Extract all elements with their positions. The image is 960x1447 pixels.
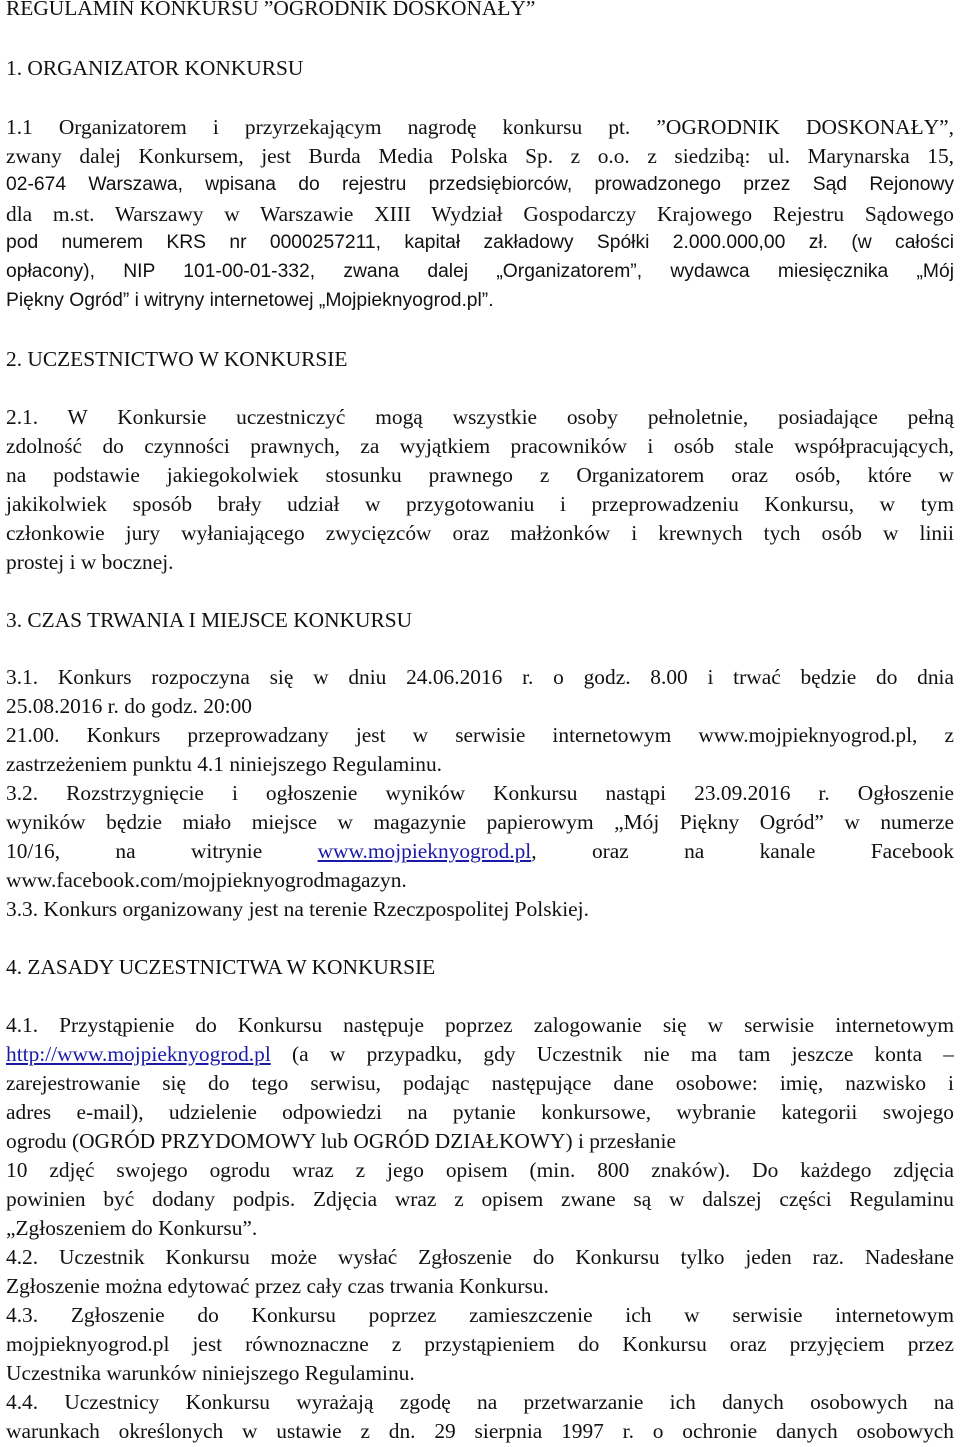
section-4-line: warunkach określonych w ustawie z dn. 29 sierpnia 1997 r. o ochronie danych osobowych [6, 1419, 954, 1443]
word: 10/16, [6, 839, 61, 863]
section-4-line: ogrodu (OGRÓD PRZYDOMOWY lub OGRÓD DZIAŁKOWY) i przesłanie [6, 1129, 676, 1153]
section-4-line: zarejestrowanie się do tego serwisu, podając następujące dane osobowe: imię, nazwisko i [6, 1071, 954, 1095]
section-4-line: Uczestnika warunków niniejszego Regulaminu. [6, 1361, 415, 1385]
document-title: REGULAMIN KONKURSU ”OGRODNIK DOSKONAŁY” [6, 0, 536, 20]
section-2-heading: 2. UCZESTNICTWO W KONKURSIE [6, 347, 348, 371]
section-2-line: na podstawie jakiegokolwiek stosunku prawnego z Organizatorem oraz osób, które w [6, 463, 954, 487]
section-1-heading: 1. ORGANIZATOR KONKURSU [6, 56, 304, 80]
section-4-line: „Zgłoszeniem do Konkursu”. [6, 1216, 258, 1240]
section-3-line: 21.00. Konkurs przeprowadzany jest w serwisie internetowym www.mojpieknyogrod.pl, z [6, 723, 954, 747]
section-2-line: jakikolwiek sposób brały udział w przygotowaniu i przeprowadzeniu Konkursu, w tym [6, 492, 954, 516]
section-3-line: www.facebook.com/mojpieknyogrodmagazyn. [6, 868, 407, 892]
section-1-line: opłacony), NIP 101-00-01-332, zwana dalej „Organizatorem”, wydawca miesięcznika „Mój [6, 261, 954, 282]
section-4-heading: 4. ZASADY UCZESTNICTWA W KONKURSIE [6, 955, 436, 979]
section-3-line: zastrzeżeniem punktu 4.1 niniejszego Regulaminu. [6, 752, 443, 776]
comma: , [531, 839, 537, 863]
section-2-line: członkowie jury wyłaniającego zwycięzców oraz małżonków i krewnych tych osób w linii [6, 521, 954, 545]
word: na [115, 839, 136, 863]
section-3-line: 3.3. Konkurs organizowany jest na terenie Rzeczpospolitej Polskiej. [6, 897, 589, 921]
section-1-line: zwany dalej Konkursem, jest Burda Media Polska Sp. z o.o. z siedzibą: ul. Marynarska 15, [6, 144, 954, 168]
section-3-line: wyników będzie miało miejsce w magazynie papierowym „Mój Piękny Ogród” w numerze [6, 810, 954, 834]
section-3-line: 25.08.2016 r. do godz. 20:00 [6, 694, 252, 718]
word: witrynie [190, 839, 263, 863]
word: oraz [591, 839, 629, 863]
section-4-line [6, 1040, 954, 1068]
word: kanale [759, 839, 816, 863]
website-link[interactable]: http://www.mojpieknyogrod.pl [6, 1042, 271, 1066]
section-4-line: powinien być dodany podpis. Zdjęcia wraz z opisem zwane są w dalszej części Regulaminu [6, 1187, 954, 1211]
line-rest: (a w przypadku, gdy Uczestnik nie ma tam jeszcze konta – [270, 1042, 954, 1066]
section-1-line: Piękny Ogród” i witryny internetowej „Mojpieknyogrod.pl”. [6, 290, 494, 311]
website-link[interactable]: www.mojpieknyogrod.pl [317, 839, 532, 863]
section-4-line: 4.1. Przystąpienie do Konkursu następuje poprzez zalogowanie się w serwisie internetowym [6, 1013, 954, 1037]
section-4-line: Zgłoszenie można edytować przez cały czas trwania Konkursu. [6, 1274, 549, 1298]
word: Facebook [870, 839, 954, 863]
section-4-line: adres e-mail), udzielenie odpowiedzi na pytanie konkursowe, wybranie kategorii swojego [6, 1100, 954, 1124]
section-4-line: 4.3. Zgłoszenie do Konkursu poprzez zamieszczenie ich w serwisie internetowym [6, 1303, 954, 1327]
section-4-line: 4.4. Uczestnicy Konkursu wyrażają zgodę na przetwarzanie ich danych osobowych na [6, 1390, 954, 1414]
section-3-line [6, 837, 954, 865]
section-2-line: 2.1. W Konkursie uczestniczyć mogą wszystkie osoby pełnoletnie, posiadające pełną [6, 405, 954, 429]
section-1-line: 1.1 Organizatorem i przyrzekającym nagrodę konkursu pt. ”OGRODNIK DOSKONAŁY”, [6, 115, 954, 139]
section-1-line: pod numerem KRS nr 0000257211, kapitał zakładowy Spółki 2.000.000,00 zł. (w całości [6, 232, 954, 253]
section-2-line: prostej i w bocznej. [6, 550, 174, 574]
section-4-line: 4.2. Uczestnik Konkursu może wysłać Zgłoszenie do Konkursu tylko jeden raz. Nadesłane [6, 1245, 954, 1269]
section-3-line: 3.1. Konkurs rozpoczyna się w dniu 24.06.2016 r. o godz. 8.00 i trwać będzie do dnia [6, 665, 954, 689]
section-4-line: mojpieknyogrod.pl jest równoznaczne z przystąpieniem do Konkursu oraz przyjęciem przez [6, 1332, 954, 1356]
section-2-line: zdolność do czynności prawnych, za wyjątkiem pracowników i osób stale współpracujących, [6, 434, 954, 458]
website-link-wrapper [318, 837, 537, 865]
section-3-heading: 3. CZAS TRWANIA I MIEJSCE KONKURSU [6, 608, 413, 632]
section-4-line: 10 zdjęć swojego ogrodu wraz z jego opisem (min. 800 znaków). Do każdego zdjęcia [6, 1158, 954, 1182]
section-1-line: 02-674 Warszawa, wpisana do rejestru przedsiębiorców, prowadzonego przez Sąd Rejonowy [6, 174, 954, 195]
section-1-line: dla m.st. Warszawy w Warszawie XIII Wydział Gospodarczy Krajowego Rejestru Sądowego [6, 202, 954, 226]
word: na [684, 839, 705, 863]
section-3-line: 3.2. Rozstrzygnięcie i ogłoszenie wyników Konkursu nastąpi 23.09.2016 r. Ogłoszenie [6, 781, 954, 805]
